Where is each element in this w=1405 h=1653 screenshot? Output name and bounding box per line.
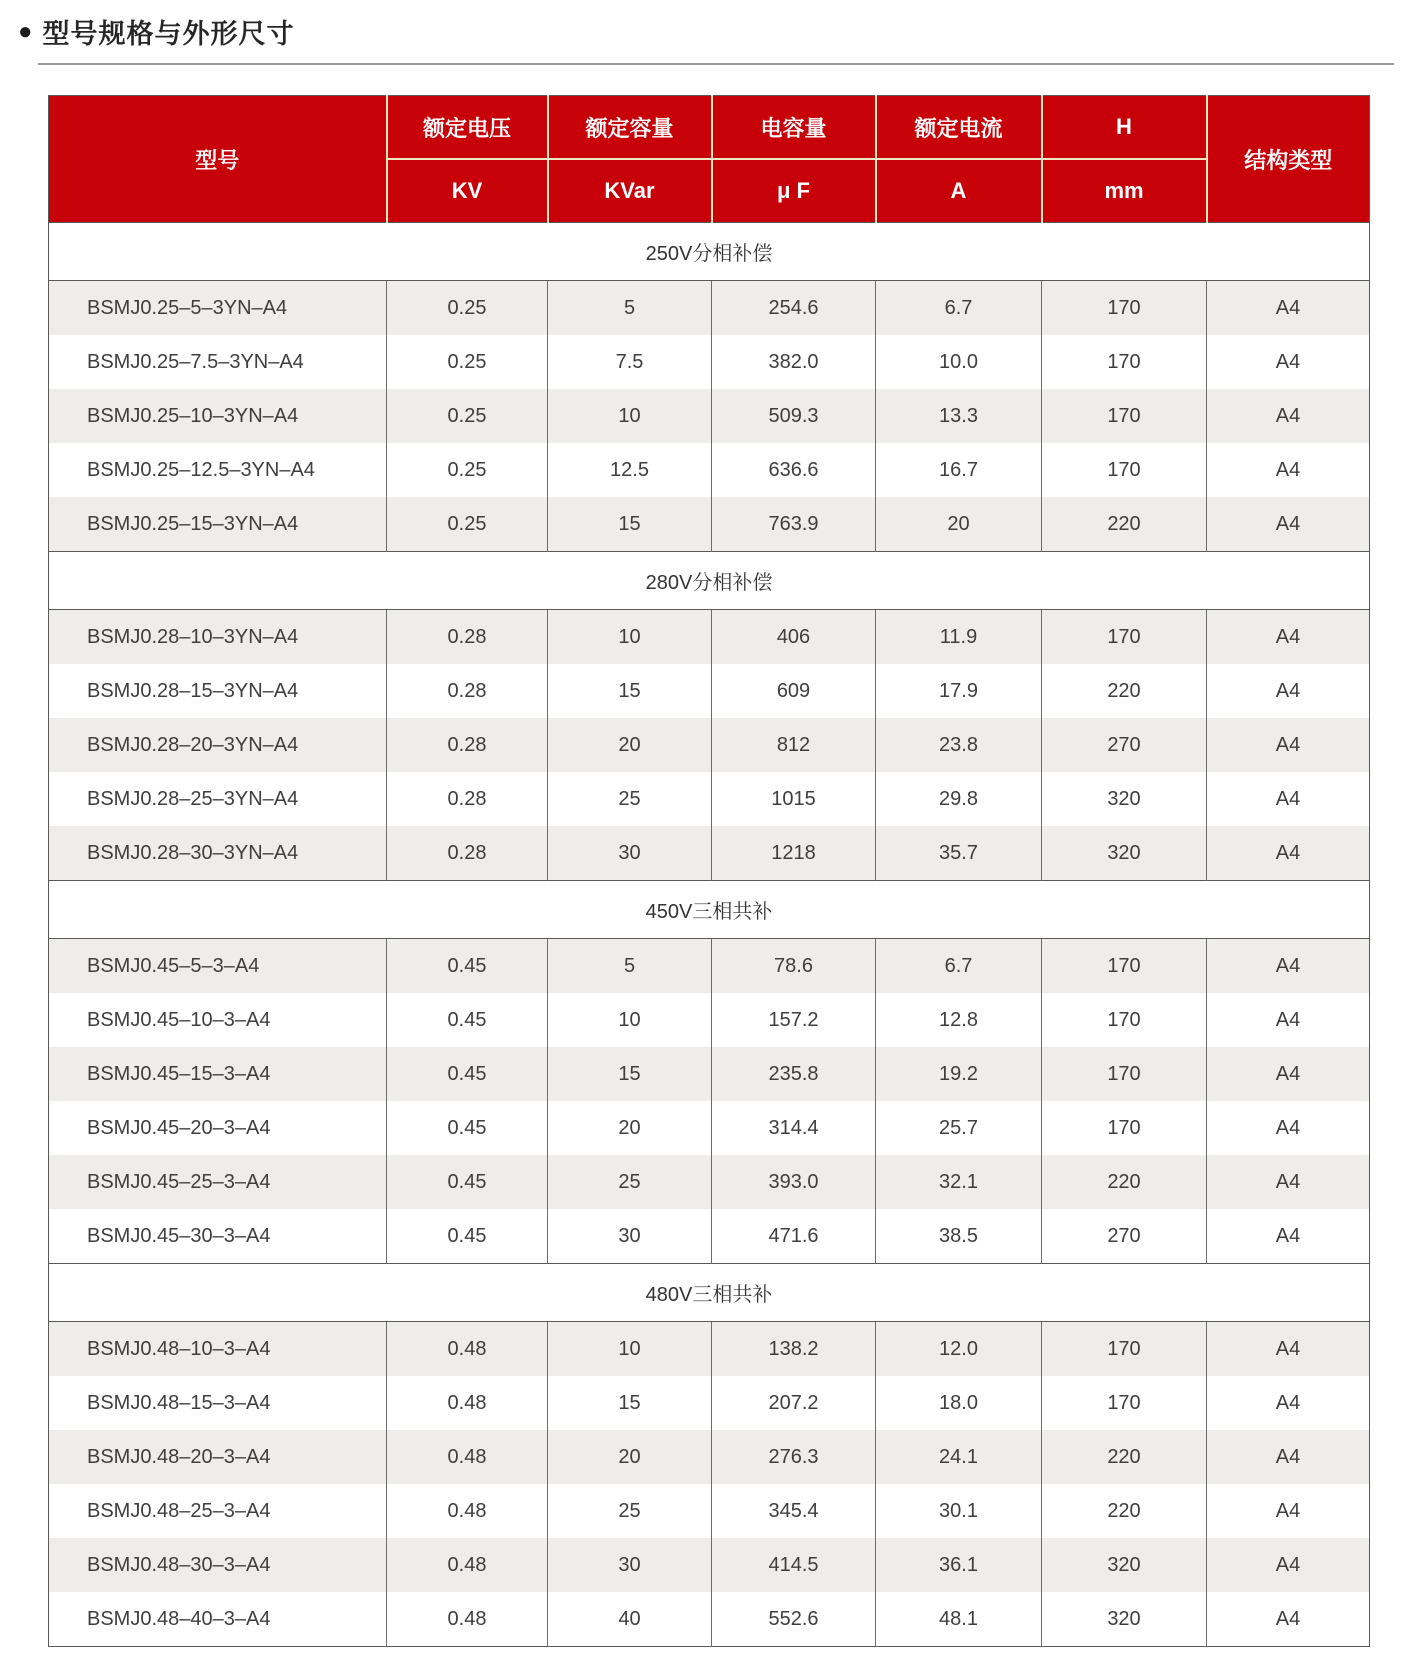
- value-cell: A4: [1207, 1484, 1370, 1538]
- value-cell: 16.7: [876, 443, 1042, 497]
- value-cell: 32.1: [876, 1155, 1042, 1209]
- value-cell: 314.4: [712, 1101, 876, 1155]
- value-cell: 382.0: [712, 335, 876, 389]
- value-cell: 6.7: [876, 939, 1042, 994]
- value-cell: 0.45: [387, 1155, 548, 1209]
- value-cell: 0.48: [387, 1484, 548, 1538]
- value-cell: 48.1: [876, 1592, 1042, 1647]
- value-cell: 345.4: [712, 1484, 876, 1538]
- value-cell: 30: [548, 1538, 712, 1592]
- table-row: [49, 664, 1370, 718]
- value-cell: A4: [1207, 1376, 1370, 1430]
- value-cell: 170: [1042, 610, 1207, 665]
- model-cell: BSMJ0.45–5–3–A4: [49, 939, 387, 994]
- value-cell: 406: [712, 610, 876, 665]
- table-row: [49, 1101, 1370, 1155]
- value-cell: 36.1: [876, 1538, 1042, 1592]
- table-row: [49, 826, 1370, 881]
- value-cell: 0.48: [387, 1538, 548, 1592]
- value-cell: A4: [1207, 1592, 1370, 1647]
- model-cell: BSMJ0.25–10–3YN–A4: [49, 389, 387, 443]
- value-cell: 1218: [712, 826, 876, 881]
- table-row: [49, 718, 1370, 772]
- value-cell: 0.28: [387, 772, 548, 826]
- spec-table-body: [49, 223, 1370, 1647]
- value-cell: 0.48: [387, 1322, 548, 1377]
- value-cell: A4: [1207, 1047, 1370, 1101]
- value-cell: 78.6: [712, 939, 876, 994]
- model-cell: BSMJ0.25–12.5–3YN–A4: [49, 443, 387, 497]
- section-header-row: [49, 1264, 1370, 1322]
- value-cell: 552.6: [712, 1592, 876, 1647]
- bullet-icon: ●: [18, 17, 33, 45]
- value-cell: 25: [548, 1484, 712, 1538]
- value-cell: 38.5: [876, 1209, 1042, 1264]
- value-cell: 207.2: [712, 1376, 876, 1430]
- value-cell: 35.7: [876, 826, 1042, 881]
- table-row: [49, 1592, 1370, 1647]
- table-row: [49, 281, 1370, 336]
- value-cell: A4: [1207, 335, 1370, 389]
- value-cell: 170: [1042, 443, 1207, 497]
- value-cell: 812: [712, 718, 876, 772]
- model-cell: BSMJ0.48–20–3–A4: [49, 1430, 387, 1484]
- value-cell: 20: [548, 718, 712, 772]
- value-cell: 15: [548, 1047, 712, 1101]
- value-cell: 157.2: [712, 993, 876, 1047]
- spec-table: [48, 95, 1370, 1647]
- value-cell: 11.9: [876, 610, 1042, 665]
- value-cell: 12.5: [548, 443, 712, 497]
- header-rated-current: 额定电流: [876, 96, 1042, 160]
- value-cell: 0.28: [387, 664, 548, 718]
- value-cell: 25.7: [876, 1101, 1042, 1155]
- value-cell: 320: [1042, 826, 1207, 881]
- value-cell: 170: [1042, 1376, 1207, 1430]
- model-cell: BSMJ0.45–20–3–A4: [49, 1101, 387, 1155]
- value-cell: 220: [1042, 664, 1207, 718]
- value-cell: 0.25: [387, 335, 548, 389]
- table-row: [49, 1047, 1370, 1101]
- value-cell: 170: [1042, 281, 1207, 336]
- value-cell: A4: [1207, 826, 1370, 881]
- model-cell: BSMJ0.28–20–3YN–A4: [49, 718, 387, 772]
- value-cell: 220: [1042, 1155, 1207, 1209]
- value-cell: 10: [548, 610, 712, 665]
- value-cell: 393.0: [712, 1155, 876, 1209]
- value-cell: A4: [1207, 993, 1370, 1047]
- value-cell: 0.28: [387, 610, 548, 665]
- value-cell: 29.8: [876, 772, 1042, 826]
- value-cell: 0.45: [387, 993, 548, 1047]
- model-cell: BSMJ0.48–25–3–A4: [49, 1484, 387, 1538]
- page-title: [18, 12, 1405, 51]
- value-cell: 763.9: [712, 497, 876, 552]
- table-row: [49, 1538, 1370, 1592]
- section-header-row: [49, 223, 1370, 281]
- model-cell: BSMJ0.45–30–3–A4: [49, 1209, 387, 1264]
- value-cell: 23.8: [876, 718, 1042, 772]
- table-row: [49, 993, 1370, 1047]
- table-row: [49, 389, 1370, 443]
- value-cell: 30: [548, 1209, 712, 1264]
- value-cell: 0.45: [387, 939, 548, 994]
- value-cell: 19.2: [876, 1047, 1042, 1101]
- value-cell: 10: [548, 389, 712, 443]
- model-cell: BSMJ0.45–15–3–A4: [49, 1047, 387, 1101]
- value-cell: 24.1: [876, 1430, 1042, 1484]
- value-cell: 0.45: [387, 1101, 548, 1155]
- model-cell: BSMJ0.48–10–3–A4: [49, 1322, 387, 1377]
- value-cell: 0.25: [387, 389, 548, 443]
- table-row: [49, 443, 1370, 497]
- section-title: 280V分相补偿: [49, 552, 1370, 610]
- value-cell: A4: [1207, 610, 1370, 665]
- value-cell: 0.45: [387, 1209, 548, 1264]
- value-cell: 6.7: [876, 281, 1042, 336]
- model-cell: BSMJ0.28–15–3YN–A4: [49, 664, 387, 718]
- value-cell: 20: [548, 1430, 712, 1484]
- value-cell: 20: [876, 497, 1042, 552]
- value-cell: A4: [1207, 939, 1370, 994]
- value-cell: 40: [548, 1592, 712, 1647]
- value-cell: 5: [548, 939, 712, 994]
- header-row-names: [49, 96, 1370, 160]
- value-cell: 270: [1042, 718, 1207, 772]
- value-cell: A4: [1207, 718, 1370, 772]
- table-row: [49, 1322, 1370, 1377]
- value-cell: 320: [1042, 1538, 1207, 1592]
- model-cell: BSMJ0.28–30–3YN–A4: [49, 826, 387, 881]
- header-rated-voltage: 额定电压: [387, 96, 548, 160]
- section-header-row: [49, 552, 1370, 610]
- model-cell: BSMJ0.45–10–3–A4: [49, 993, 387, 1047]
- section-title: 450V三相共补: [49, 881, 1370, 939]
- value-cell: 254.6: [712, 281, 876, 336]
- value-cell: A4: [1207, 1322, 1370, 1377]
- model-cell: BSMJ0.48–30–3–A4: [49, 1538, 387, 1592]
- value-cell: 471.6: [712, 1209, 876, 1264]
- value-cell: 170: [1042, 1101, 1207, 1155]
- table-row: [49, 335, 1370, 389]
- value-cell: 30: [548, 826, 712, 881]
- value-cell: 15: [548, 1376, 712, 1430]
- value-cell: 7.5: [548, 335, 712, 389]
- header-unit-uf: μ F: [712, 159, 876, 223]
- table-row: [49, 772, 1370, 826]
- model-cell: BSMJ0.25–5–3YN–A4: [49, 281, 387, 336]
- value-cell: 0.48: [387, 1592, 548, 1647]
- value-cell: 17.9: [876, 664, 1042, 718]
- table-row: [49, 1209, 1370, 1264]
- value-cell: 320: [1042, 772, 1207, 826]
- value-cell: 0.25: [387, 497, 548, 552]
- value-cell: 13.3: [876, 389, 1042, 443]
- value-cell: 0.25: [387, 281, 548, 336]
- value-cell: 30.1: [876, 1484, 1042, 1538]
- value-cell: 5: [548, 281, 712, 336]
- value-cell: 235.8: [712, 1047, 876, 1101]
- value-cell: A4: [1207, 443, 1370, 497]
- value-cell: 220: [1042, 497, 1207, 552]
- value-cell: 170: [1042, 335, 1207, 389]
- value-cell: 276.3: [712, 1430, 876, 1484]
- value-cell: 0.45: [387, 1047, 548, 1101]
- value-cell: A4: [1207, 1209, 1370, 1264]
- value-cell: 609: [712, 664, 876, 718]
- value-cell: 1015: [712, 772, 876, 826]
- table-row: [49, 1430, 1370, 1484]
- value-cell: 0.48: [387, 1376, 548, 1430]
- header-unit-mm: mm: [1042, 159, 1207, 223]
- value-cell: 15: [548, 497, 712, 552]
- value-cell: A4: [1207, 1430, 1370, 1484]
- value-cell: 636.6: [712, 443, 876, 497]
- section-title: 250V分相补偿: [49, 223, 1370, 281]
- table-row: [49, 939, 1370, 994]
- value-cell: A4: [1207, 772, 1370, 826]
- value-cell: 170: [1042, 993, 1207, 1047]
- header-model: 型号: [49, 96, 387, 223]
- value-cell: 138.2: [712, 1322, 876, 1377]
- value-cell: A4: [1207, 389, 1370, 443]
- value-cell: A4: [1207, 497, 1370, 552]
- table-row: [49, 497, 1370, 552]
- header-rated-capacity: 额定容量: [548, 96, 712, 160]
- spec-table-header: [49, 96, 1370, 223]
- header-unit-a: A: [876, 159, 1042, 223]
- value-cell: 0.25: [387, 443, 548, 497]
- page-title-text: 型号规格与外形尺寸: [42, 19, 295, 49]
- section-title: 480V三相共补: [49, 1264, 1370, 1322]
- value-cell: 320: [1042, 1592, 1207, 1647]
- value-cell: 220: [1042, 1484, 1207, 1538]
- header-unit-kvar: KVar: [548, 159, 712, 223]
- table-row: [49, 1155, 1370, 1209]
- model-cell: BSMJ0.25–15–3YN–A4: [49, 497, 387, 552]
- value-cell: 0.28: [387, 718, 548, 772]
- value-cell: A4: [1207, 664, 1370, 718]
- value-cell: 25: [548, 1155, 712, 1209]
- value-cell: 170: [1042, 1322, 1207, 1377]
- model-cell: BSMJ0.28–10–3YN–A4: [49, 610, 387, 665]
- value-cell: 220: [1042, 1430, 1207, 1484]
- header-capacitance: 电容量: [712, 96, 876, 160]
- value-cell: 10: [548, 1322, 712, 1377]
- model-cell: BSMJ0.48–15–3–A4: [49, 1376, 387, 1430]
- value-cell: 10: [548, 993, 712, 1047]
- value-cell: 170: [1042, 1047, 1207, 1101]
- table-row: [49, 1376, 1370, 1430]
- value-cell: 20: [548, 1101, 712, 1155]
- section-header-row: [49, 881, 1370, 939]
- value-cell: A4: [1207, 1101, 1370, 1155]
- value-cell: 0.28: [387, 826, 548, 881]
- value-cell: 12.0: [876, 1322, 1042, 1377]
- value-cell: 414.5: [712, 1538, 876, 1592]
- value-cell: A4: [1207, 1538, 1370, 1592]
- header-unit-kv: KV: [387, 159, 548, 223]
- model-cell: BSMJ0.28–25–3YN–A4: [49, 772, 387, 826]
- model-cell: BSMJ0.25–7.5–3YN–A4: [49, 335, 387, 389]
- value-cell: 18.0: [876, 1376, 1042, 1430]
- value-cell: 0.48: [387, 1430, 548, 1484]
- value-cell: 170: [1042, 389, 1207, 443]
- value-cell: A4: [1207, 1155, 1370, 1209]
- value-cell: 25: [548, 772, 712, 826]
- header-structure-type: 结构类型: [1207, 96, 1370, 223]
- model-cell: BSMJ0.48–40–3–A4: [49, 1592, 387, 1647]
- value-cell: 15: [548, 664, 712, 718]
- title-divider: [38, 63, 1394, 65]
- value-cell: 12.8: [876, 993, 1042, 1047]
- value-cell: 10.0: [876, 335, 1042, 389]
- table-row: [49, 1484, 1370, 1538]
- value-cell: A4: [1207, 281, 1370, 336]
- value-cell: 270: [1042, 1209, 1207, 1264]
- table-row: [49, 610, 1370, 665]
- header-height: H: [1042, 96, 1207, 160]
- value-cell: 170: [1042, 939, 1207, 994]
- model-cell: BSMJ0.45–25–3–A4: [49, 1155, 387, 1209]
- value-cell: 509.3: [712, 389, 876, 443]
